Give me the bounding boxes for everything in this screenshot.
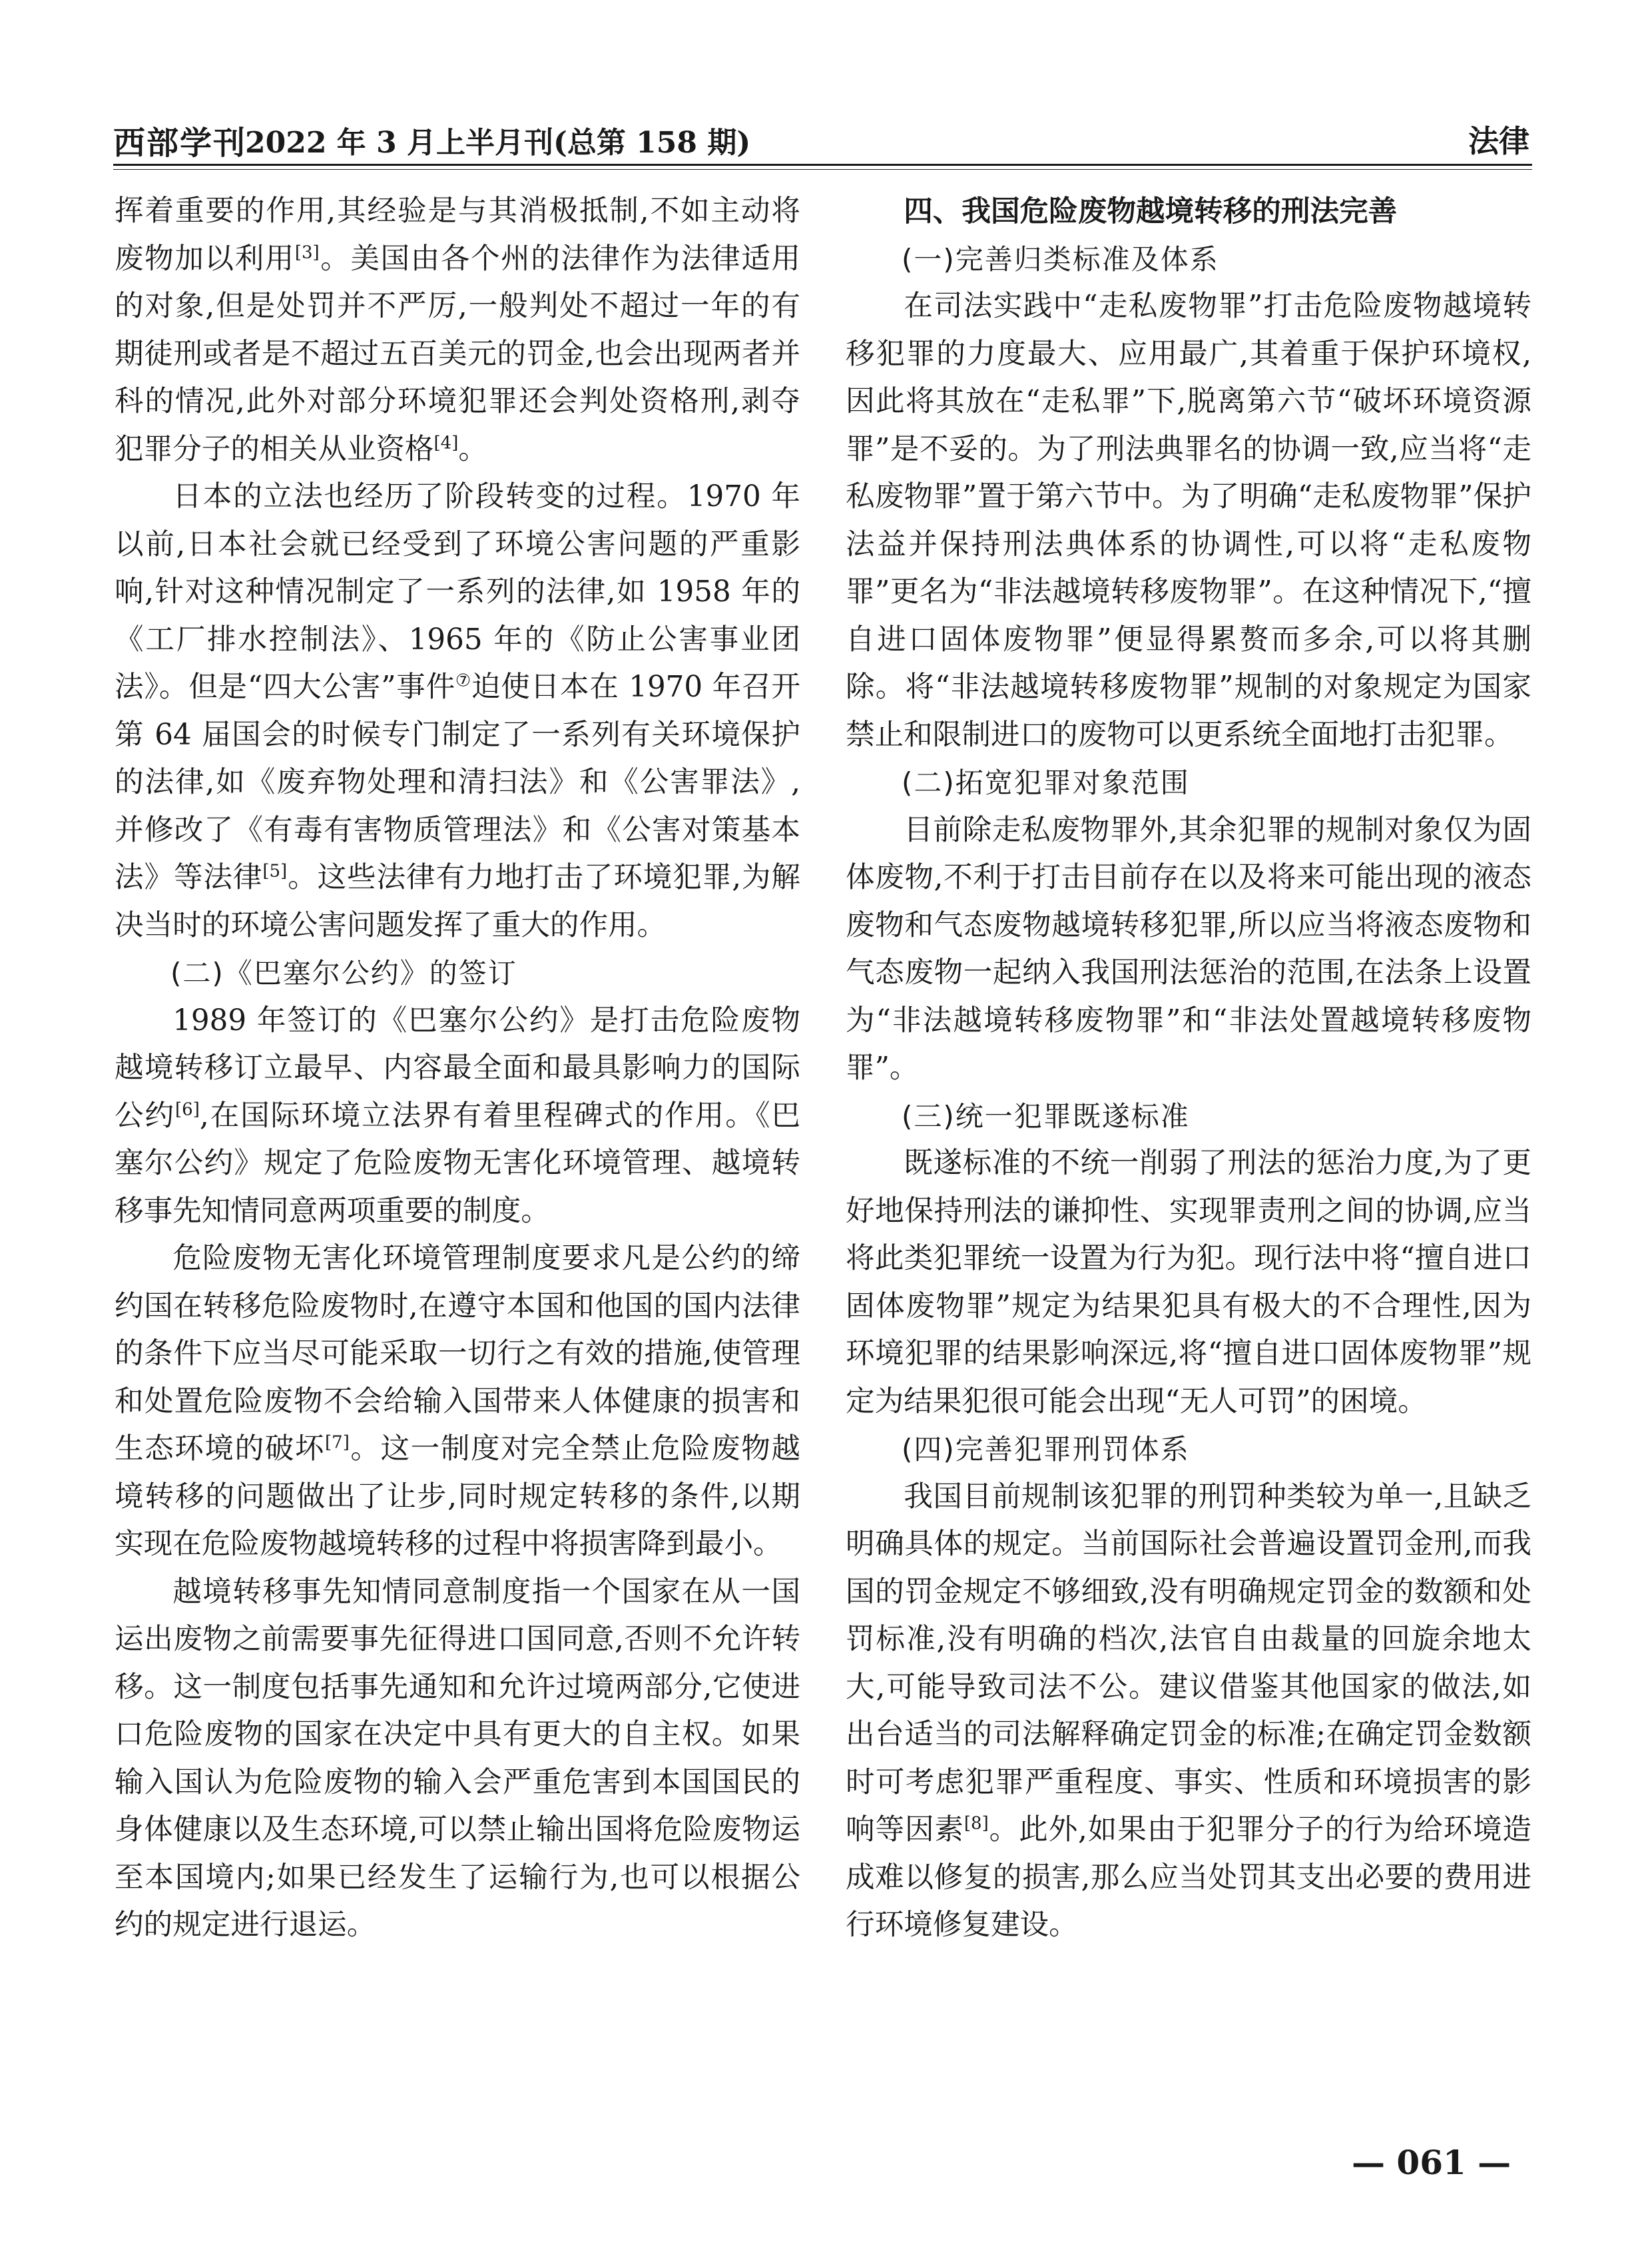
citation: [7] <box>325 1432 350 1453</box>
issue-info: 2022 年 3 月上半月刊(总第 158 期) <box>245 126 751 160</box>
subsection-heading: (一)完善归类标准及体系 <box>902 242 1219 276</box>
left-column <box>115 188 800 1950</box>
paragraph: 越境转移事先知情同意制度指一个国家在从一国运出废物之前需要事先征得进口国同意,否则不允许转移。这一制度包括事先通知和允许过境两部分,它使进口危险废物的国家在决定中具有更大的自主权。如果输入国认为危险废物的输入会严重危害到本国国民的身体健康以及生态环境,可以禁止输出国将危险废物运至本国境内;如果已经发生了运输行为,也可以根据公约的规定进行退运。 <box>115 1575 800 1942</box>
section-heading: 四、我国危险废物越境转移的刑法完善 <box>904 194 1398 228</box>
citation: [5] <box>262 861 288 882</box>
header-rule-thin <box>113 169 1532 170</box>
subsection-heading: (四)完善犯罪刑罚体系 <box>902 1433 1190 1466</box>
page-number: — 061 — <box>1352 2143 1512 2182</box>
footnote-marker: ⑦ <box>455 671 471 691</box>
right-column <box>846 188 1531 1950</box>
journal-logo: 西部学刊 <box>113 125 247 162</box>
paragraph: 日本的立法也经历了阶段转变的过程。1970 年以前,日本社会就已经受到了环境公害问题的严重影响,针对这种情况制定了一系列的法律,如 1958 年的《工厂排水控制法》、1965 年的《防止公害事业团法》。但是“四大公害”事件⑦迫使日本在 1970 年召开第 64 届国会的时候专门制定了一系列有关环境保护的法律,如《废弃物处理和清扫法》和《公害罪法》,并修改了《有毒有害物质管理法》和《公害对策基本法》等法律[5]。这些法律有力地打击了环境犯罪,为解决当时的环境公害问题发挥了重大的作用。 <box>115 480 801 942</box>
paragraph: 1989 年签订的《巴塞尔公约》是打击危险废物越境转移订立最早、内容最全面和最具影响力的国际公约[6],在国际环境立法界有着里程碑式的作用。《巴塞尔公约》规定了危险废物无害化环境管理、越境转移事先知情同意两项重要的制度。 <box>115 1003 800 1228</box>
subsection-heading: (二)《巴塞尔公约》的签订 <box>170 957 517 989</box>
citation: [3] <box>294 242 320 262</box>
paragraph: 目前除走私废物罪外,其余犯罪的规制对象仅为固体废物,不利于打击目前存在以及将来可能出现的液态废物和气态废物越境转移犯罪,所以应当将液态废物和气态废物一起纳入我国刑法惩治的范围,在法条上设置为“非法越境转移废物罪”和“非法处置越境转移废物罪”。 <box>846 813 1531 1085</box>
citation: [4] <box>433 432 459 453</box>
paragraph: 我国目前规制该犯罪的刑罚种类较为单一,且缺乏明确具体的规定。当前国际社会普遍设置罚金刑,而我国的罚金规定不够细致,没有明确规定罚金的数额和处罚标准,没有明确的档次,法官自由裁量的回旋余地太大,可能导致司法不公。建议借鉴其他国家的做法,如出台适当的司法解释确定罚金的标准;在确定罚金数额时可考虑犯罪严重程度、事实、性质和环境损害的影响等因素[8]。此外,如果由于犯罪分子的行为给环境造成难以修复的损害,那么应当处罚其支出必要的费用进行环境修复建设。 <box>846 1480 1532 1942</box>
citation: [8] <box>964 1813 989 1834</box>
citation: [6] <box>175 1099 200 1119</box>
header-rule <box>113 164 1532 166</box>
section-label: 法律 <box>1468 123 1529 159</box>
subsection-heading: (三)统一犯罪既遂标准 <box>902 1099 1190 1133</box>
paragraph: 危险废物无害化环境管理制度要求凡是公约的缔约国在转移危险废物时,在遵守本国和他国的国内法律的条件下应当尽可能采取一切行之有效的措施,使管理和处置危险废物不会给输入国带来人体健康的损害和生态环境的破坏[7]。这一制度对完全禁止危险废物越境转移的问题做出了让步,同时规定转移的条件,以期实现在危险废物越境转移的过程中将损害降到最小。 <box>115 1242 801 1561</box>
paragraph: 在司法实践中“走私废物罪”打击危险废物越境转移犯罪的力度最大、应用最广,其着重于保护环境权,因此将其放在“走私罪”下,脱离第六节“破坏环境资源罪”是不妥的。为了刑法典罪名的协调一致,应当将“走私废物罪”置于第六节中。为了明确“走私废物罪”保护法益并保持刑法典体系的协调性,可以将“走私废物罪”更名为“非法越境转移废物罪”。在这种情况下,“擅自进口固体废物罪”便显得累赘而多余,可以将其删除。将“非法越境转移废物罪”规制的对象规定为国家禁止和限制进口的废物可以更系统全面地打击犯罪。 <box>846 290 1531 752</box>
page-header <box>113 117 1532 160</box>
subsection-heading: (二)拓宽犯罪对象范围 <box>902 766 1190 799</box>
paragraph: 既遂标准的不统一削弱了刑法的惩治力度,为了更好地保持刑法的谦抑性、实现罪责刑之间的协调,应当将此类犯罪统一设置为行为犯。现行法中将“擅自进口固体废物罪”规定为结果犯具有极大的不合理性,因为环境犯罪的结果影响深远,将“擅自进口固体废物罪”规定为结果犯很可能会出现“无人可罚”的困境。 <box>846 1147 1531 1418</box>
paragraph: 挥着重要的作用,其经验是与其消极抵制,不如主动将废物加以利用[3]。美国由各个州的法律作为法律适用的对象,但是处罚并不严厉,一般判处不超过一年的有期徒刑或者是不超过五百美元的罚金,也会出现两者并科的情况,此外对部分环境犯罪还会判处资格刑,剥夺犯罪分子的相关从业资格[4]。 <box>115 194 801 466</box>
